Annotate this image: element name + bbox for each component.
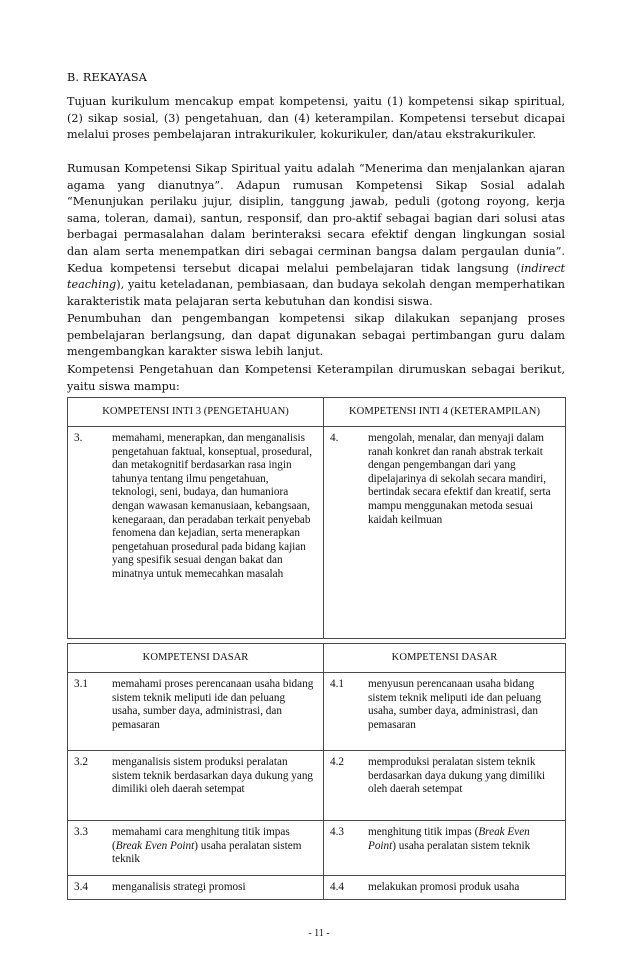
- kd-text-part: ) usaha peralatan sistem teknik: [392, 839, 531, 852]
- kd-number: 3.1: [74, 678, 88, 690]
- paragraph-sikap: [67, 161, 565, 310]
- kd-text-italic: Break Even Point: [115, 839, 195, 852]
- ki4-number: 4.: [330, 432, 339, 444]
- paragraph-kompetensi: Kompetensi Pengetahuan dan Kompetensi Keterampilan dirumuskan sebagai berikut, yaitu siswa mampu:: [67, 363, 565, 393]
- table-row: [68, 673, 566, 751]
- paragraph-sikap-text-b: ), yaitu keteladanan, pembiasaan, dan budaya sekolah dengan memperhatikan karakteristik mata pelajaran serta kebutuhan dan kondisi siswa.: [67, 278, 565, 308]
- kd-left-cell: [68, 821, 324, 876]
- header-kd-right: KOMPETENSI DASAR: [324, 644, 566, 673]
- kd-number: 3.2: [74, 756, 88, 768]
- paragraph-tujuan: Tujuan kurikulum mencakup empat kompetensi, yaitu (1) kompetensi sikap spiritual, (2) sikap sosial, (3) pengetahuan, dan (4) keterampilan. Kompetensi tersebut dicapai melalui proses pembelajaran intrakurikuler, kokurikuler, dan/atau ekstrakurikuler.: [67, 95, 565, 142]
- kd-right-cell: [324, 751, 566, 821]
- ki3-number: 3.: [74, 432, 83, 444]
- kd-right-cell: [324, 673, 566, 751]
- kd-left-cell: [68, 751, 324, 821]
- header-kd-left: KOMPETENSI DASAR: [68, 644, 324, 673]
- kd-number: 3.4: [74, 881, 88, 893]
- kd-text: memahami proses perencanaan usaha bidang sistem teknik meliputi ide dan peluang usaha, sumber daya, administrasi, dan pemasaran: [112, 678, 314, 731]
- kd-text-part: menghitung titik impas (: [368, 826, 479, 838]
- kd-number: 4.1: [330, 678, 344, 690]
- kd-number: 4.3: [330, 826, 344, 838]
- kd-number: 4.4: [330, 881, 344, 893]
- table-row: [68, 427, 566, 639]
- table-row: [68, 821, 566, 876]
- section-heading: B. REKAYASA: [67, 71, 147, 84]
- paragraph-sikap-text-a: Rumusan Kompetensi Sikap Spiritual yaitu adalah “Menerima dan menjalankan ajaran agama yang dianutnya”. Adapun rumusan Kompetensi Sikap Sosial adalah “Menunjukan perilaku jujur, disiplin, tanggung jawab, peduli (gotong royong, kerja sama, toleran, damai), santun, responsif, dan pro-aktif sebagai bagian dari solusi atas berbagai permasalahan dalam berinteraksi secara efektif dengan lingkungan sosial dan alam serta menempatkan diri sebagai cerminan bangsa dalam pergaulan dunia”. Kedua kompetensi tersebut dicapai melalui pembelajaran tidak langsung (: [67, 162, 565, 275]
- table-header-row: [68, 644, 566, 673]
- ki4-text: mengolah, menalar, dan menyaji dalam ranah konkret dan ranah abstrak terkait dengan pengembangan dari yang dipelajarinya di sekolah secara mandiri, bertindak secara efektif dan kreatif, serta mampu menggunakan metoda sesuai kaidah keilmuan: [368, 432, 551, 526]
- kd-right-cell: [324, 821, 566, 876]
- kd-left-cell: [68, 876, 324, 900]
- kd-text: menganalisis strategi promosi: [112, 881, 246, 893]
- table-row: [68, 876, 566, 900]
- ki4-cell: [324, 427, 566, 639]
- header-ki4: KOMPETENSI INTI 4 (KETERAMPILAN): [324, 398, 566, 427]
- kd-text: melakukan promosi produk usaha: [368, 881, 520, 893]
- table-row: [68, 751, 566, 821]
- header-ki3: KOMPETENSI INTI 3 (PENGETAHUAN): [68, 398, 324, 427]
- kd-text: [112, 826, 319, 867]
- kd-text: menganalisis sistem produksi peralatan sistem teknik berdasarkan daya dukung yang dimiliki oleh daerah setempat: [112, 756, 314, 796]
- kd-number: 3.3: [74, 826, 88, 838]
- kd-left-cell: [68, 673, 324, 751]
- kd-text: menyusun perencanaan usaha bidang sistem teknik meliputi ide dan peluang usaha, sumber daya, administrasi, dan pemasaran: [368, 678, 542, 731]
- ki3-cell: [68, 427, 324, 639]
- kd-number: 4.2: [330, 756, 344, 768]
- kd-text-part: memahami cara menghitung titik impas (: [112, 826, 290, 852]
- kompetensi-inti-table: [67, 397, 566, 639]
- paragraph-sikap-italic: indirect teaching: [67, 261, 565, 292]
- kd-right-cell: [324, 876, 566, 900]
- ki3-text: memahami, menerapkan, dan menganalisis pengetahuan faktual, konseptual, prosedural, dan metakognitif berdasarkan rasa ingin tahunya tentang ilmu pengetahuan, teknologi, seni, budaya, dan humaniora dengan wawasan kemanusiaan, kebangsaan, kenegaraan, dan peradaban terkait penyebab fenomena dan kejadian, serta menerapkan pengetahuan prosedural pada bidang kajian yang spesifik sesuai dengan bakat dan minatnya untuk memecahkan masalah: [112, 432, 313, 580]
- kd-text: memproduksi peralatan sistem teknik berdasarkan daya dukung yang dimiliki oleh daerah setempat: [368, 756, 546, 796]
- kompetensi-dasar-table: [67, 643, 566, 900]
- kd-text: [368, 826, 561, 853]
- table-header-row: [68, 398, 566, 427]
- kd-text-part: ) usaha peralatan sistem teknik: [112, 839, 302, 866]
- kd-text-italic: Break Even Point: [368, 826, 530, 852]
- paragraph-penumbuhan: Penumbuhan dan pengembangan kompetensi sikap dilakukan sepanjang proses pembelajaran berlangsung, dan dapat digunakan sebagai pertimbangan guru dalam mengembangkan karakter siswa lebih lanjut.: [67, 312, 565, 359]
- page-number: - 11 -: [308, 928, 330, 939]
